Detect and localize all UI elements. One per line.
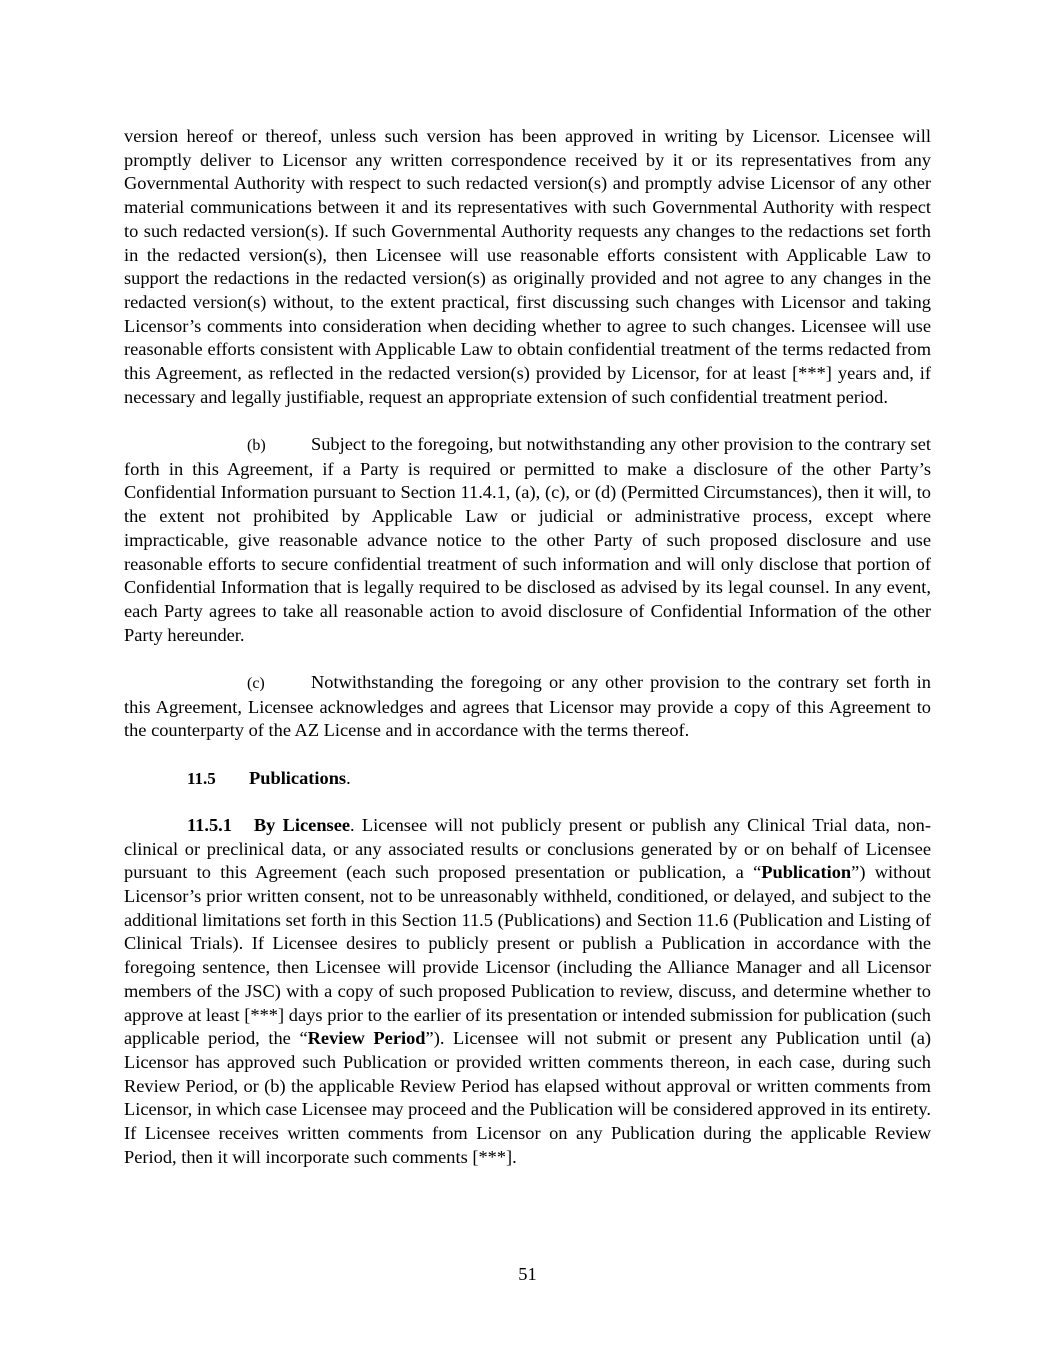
clause-c-label: (c) xyxy=(247,674,265,692)
page-number: 51 xyxy=(518,1264,537,1284)
clause-b-text: Subject to the foregoing, but notwithstanding any other provision to the contrary set forth in this Agreement, if a Party is required or permitted to make a disclosure of the other Party’s Confidential Information pursuant to Section 11.4.1, (a), (c), or (d) (Permitted Circumstances), then it will, to the extent not prohibited by Applicable Law or judicial or administrative process, except where impracticable, give reasonable advance notice to the other Party of such proposed disclosure and use reasonable efforts to secure confidential treatment of such information and will only disclose that portion of Confidential Information that is legally required to be disclosed as advised by its legal counsel. In any event, each Party agrees to take all reasonable action to avoid disclosure of Confidential Information of the other Party hereunder. xyxy=(124,434,931,645)
clause-b-label: (b) xyxy=(247,437,266,455)
clause-c-text: Notwithstanding the foregoing or any other provision to the contrary set forth in this Agreement, Licensee acknowledges and agrees that Licensor may provide a copy of this Agreement to the counterparty of the AZ License and in accordance with the terms thereof. xyxy=(124,671,931,741)
paragraph-continuation: version hereof or thereof, unless such version has been approved in writing by Licensor. Licensee will promptly deliver to Licensor any written correspondence received by it or its representatives from any Governmental Authority with respect to such redacted version(s) and promptly advise Licensor of any other material communications between it and its representatives with such Governmental Authority with respect to such redacted version(s). If such Governmental Authority requests any changes to the redactions set forth in the redacted version(s), then Licensee will use reasonable efforts consistent with Applicable Law to support the redactions in the redacted version(s) as originally provided and not agree to any changes in the redacted version(s) without, to the extent practical, first discussing such changes with Licensor and taking Licensor’s comments into consideration when deciding whether to agree to such changes. Licensee will use reasonable efforts consistent with Applicable Law to obtain confidential treatment of the terms redacted from this Agreement, as reflected in the redacted version(s) provided by Licensor, for at least [***] years and, if necessary and legally justifiable, request an appropriate extension of such confidential treatment period. xyxy=(124,126,931,407)
section-11-5-1-paragraph xyxy=(124,814,931,1170)
clause-c-paragraph xyxy=(124,671,931,743)
section-11-5-1-title: By Licensee xyxy=(253,814,351,835)
section-11-5-heading xyxy=(187,767,931,791)
section-11-5-1-number: 11.5.1 xyxy=(187,814,232,835)
clause-b-paragraph xyxy=(124,433,931,647)
defined-term-review-period: Review Period xyxy=(307,1028,426,1049)
section-11-5-number: 11.5 xyxy=(187,768,216,788)
document-page xyxy=(124,125,931,1170)
section-11-5-title: Publications xyxy=(249,767,347,788)
section-11-5-1-text-part3: ”). Licensee will not submit or present any Publication until (a) Licensor has approved such Publication or provided written comments thereon, in each case, during such Review Period, or (b) the applicable Review Period has elapsed without approval or written comments from Licensor, in which case Licensee may proceed and the Publication will be considered approved in its entirety. If Licensee receives written comments from Licensor on any Publication during the applicable Review Period, then it will incorporate such comments [***]. xyxy=(124,1028,931,1167)
defined-term-publication: Publication xyxy=(761,862,852,883)
section-11-5-trailing: . xyxy=(346,767,351,788)
section-11-5-1-text-part2: ”) without Licensor’s prior written consent, not to be unreasonably withheld, conditioned, or delayed, and subject to the additional limitations set forth in this Section 11.5 (Publications) and Section 11.6 (Publication and Listing of Clinical Trials). If Licensee desires to publicly present or publish a Publication in accordance with the foregoing sentence, then Licensee will provide Licensor (including the Alliance Manager and all Licensor members of the JSC) with a copy of such proposed Publication to review, discuss, and determine whether to approve at least [***] days prior to the earlier of its presentation or intended submission for publication (such applicable period, the “ xyxy=(124,862,931,1049)
section-11-5-1-text-part1: . Licensee will not publicly present or publish any Clinical Trial data, non-clinical or preclinical data, or any associated results or conclusions generated by or on behalf of Licensee pursuant to this Agreement (each such proposed presentation or publication, a “ xyxy=(124,814,931,883)
